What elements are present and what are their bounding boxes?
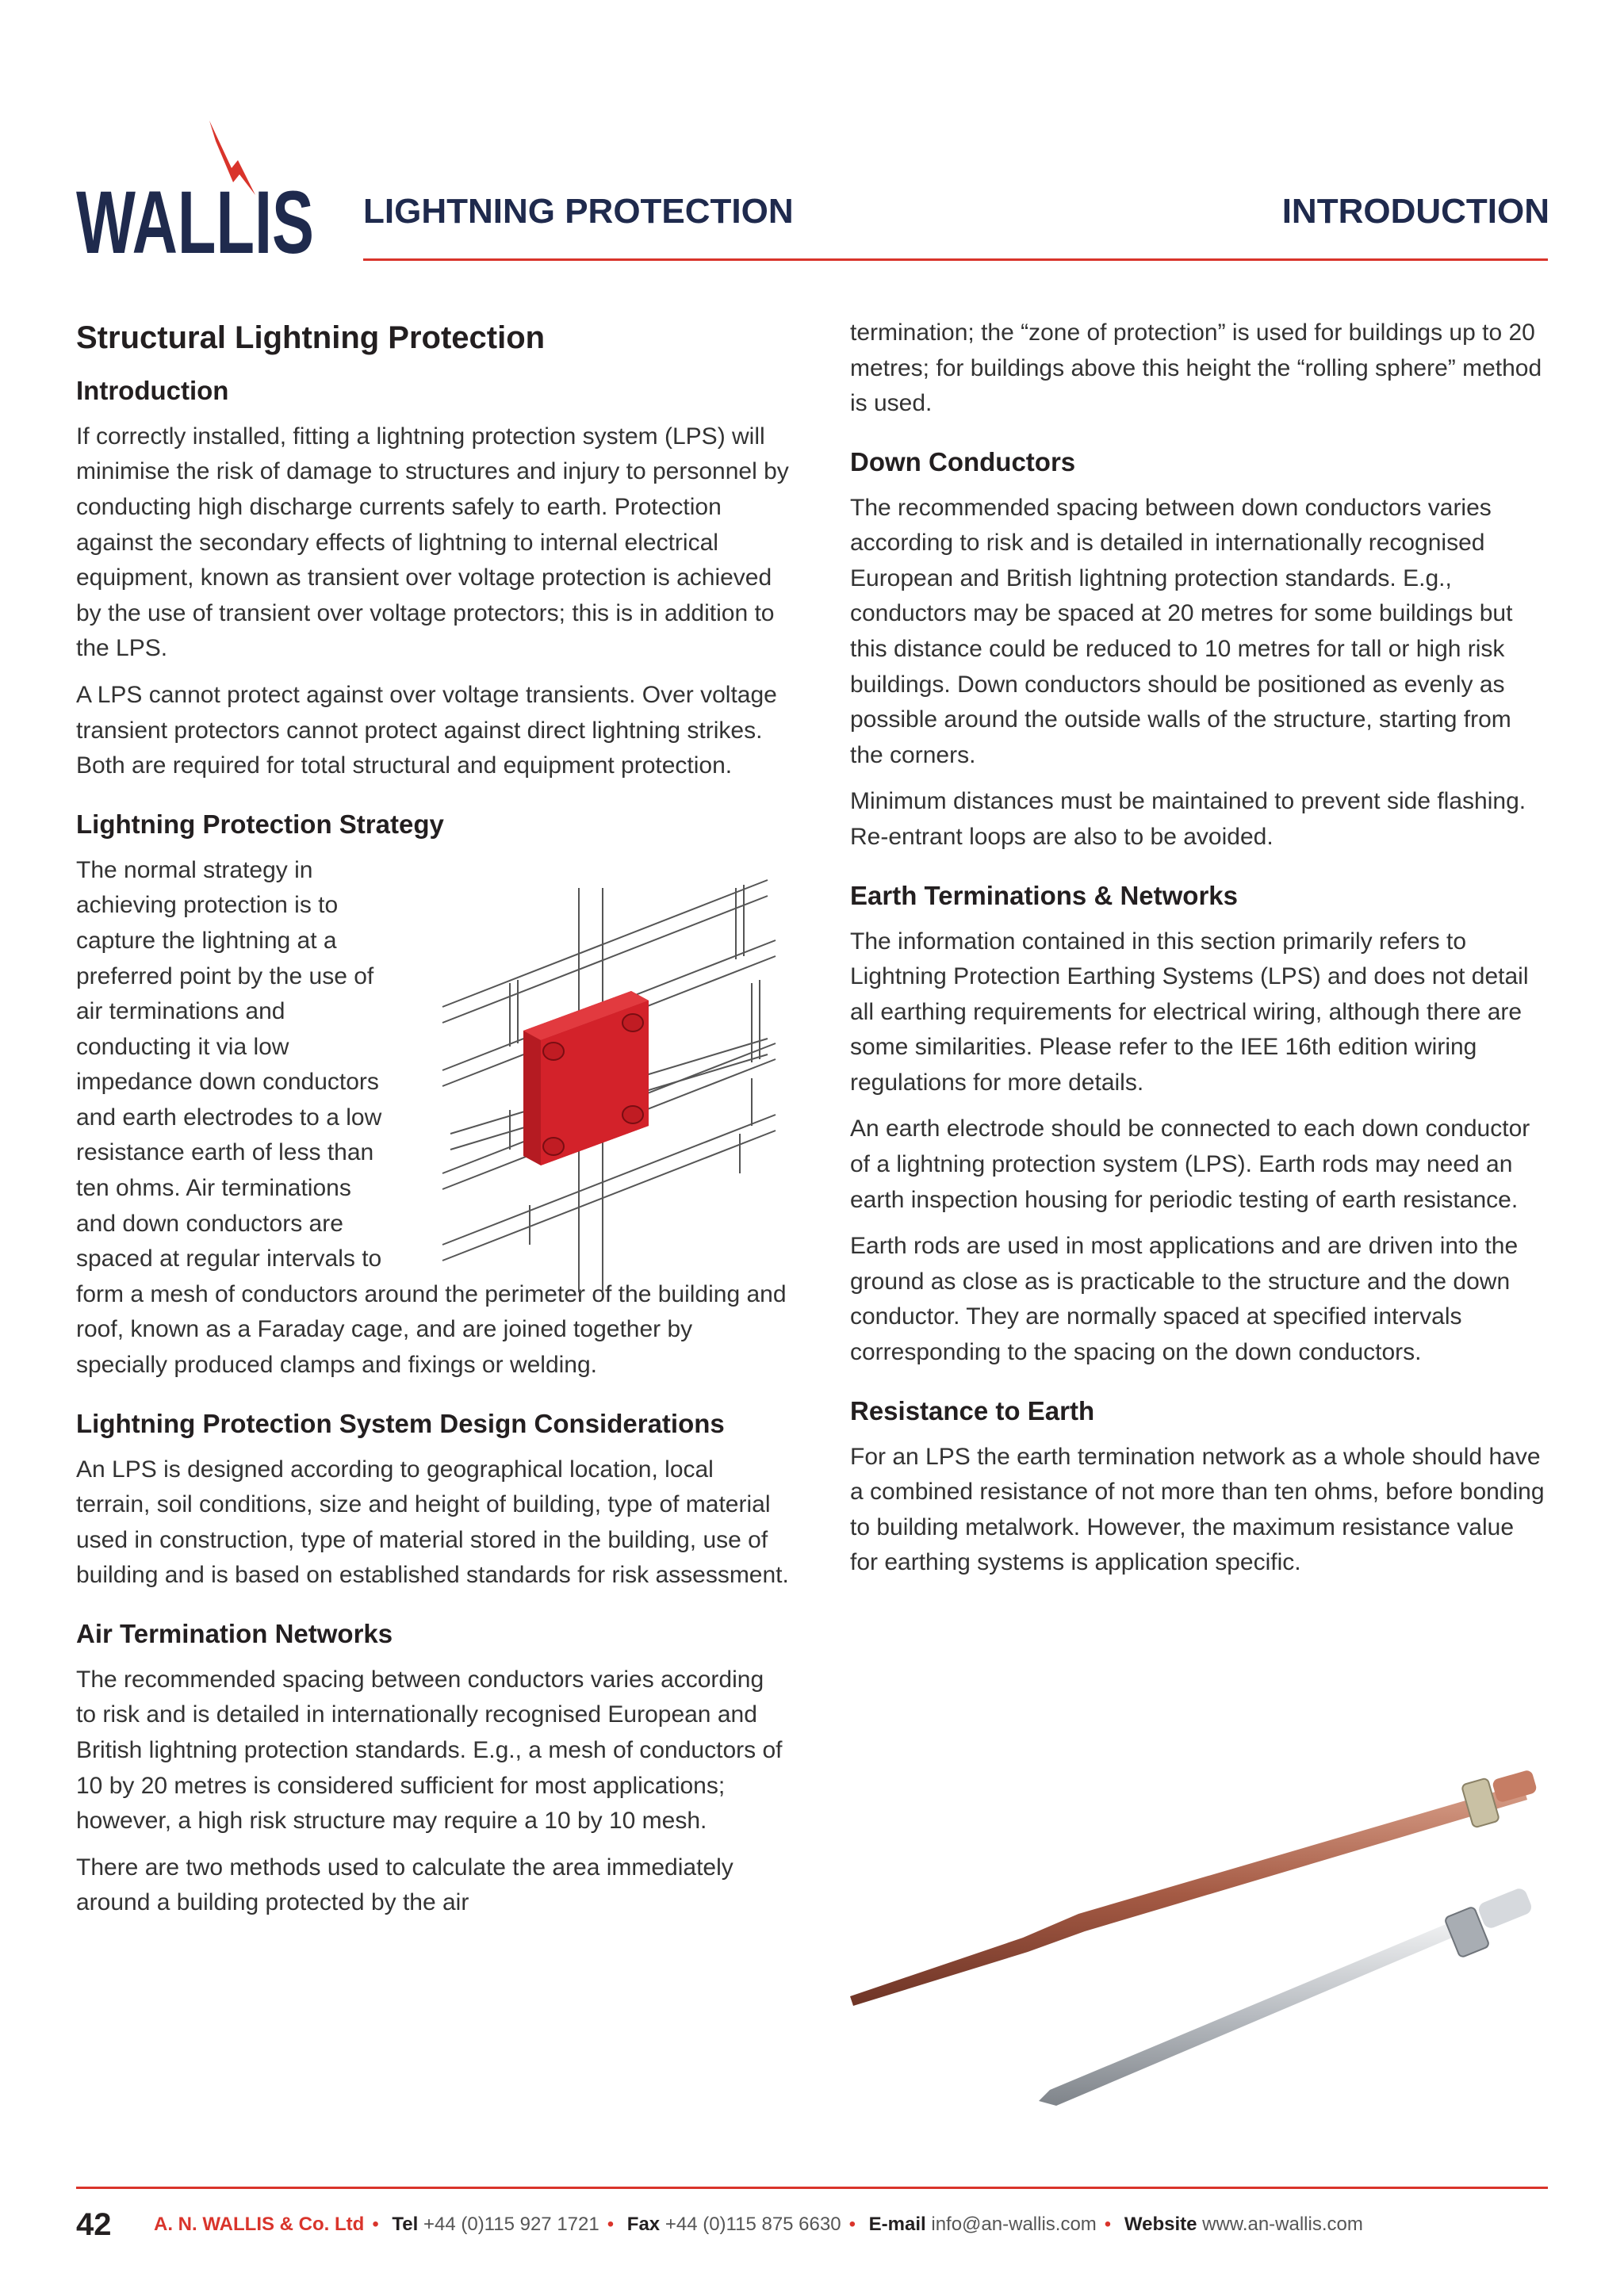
resistance-heading: Resistance to Earth — [850, 1395, 1095, 1425]
clamp-shape — [523, 991, 649, 1165]
page-number: 42 — [76, 2207, 112, 2242]
fax-label: Fax — [626, 2214, 661, 2235]
air-termination-heading: Air Termination Networks — [76, 1618, 393, 1648]
tel-label: Tel — [392, 2214, 419, 2235]
strategy-heading: Lightning Protection Strategy — [76, 809, 444, 839]
down-conductors-heading: Down Conductors — [850, 446, 1076, 476]
earth-terminations-paragraph-1: The information contained in this section primarily refers to Lightning Protection Earthing Systems (LPS) and does not detail all earthing requirements for electrical wiring, although there are some similarities. Please refer to the IEE 16th edition wiring regulations for more details. — [850, 928, 1529, 1096]
website-label: Website — [1124, 2214, 1197, 2235]
page-heading: INTRODUCTION — [1281, 192, 1549, 231]
introduction-paragraph-2: A LPS cannot protect against over voltage transients. Over voltage transient protectors cannot protect against direct lightning strikes. Both are required for total structural and equipment protection. — [76, 682, 777, 779]
earth-terminations-paragraph-3: Earth rods are used in most applications and are driven into the ground as close as is practicable to the structure and the down conductor. They are normally spaced at specified intervals corresponding to the spacing on the down conductors. — [850, 1233, 1519, 1366]
strategy-paragraph-wrapped: The normal strategy in achieving protection is to capture the lightning at a preferred point by the use of air terminations and conducting it via low impedance down conductors and earth electrodes to a low resistance earth of less than ten ohms. Air terminations and down conductors are spaced at regular intervals to — [76, 856, 382, 1272]
earth-terminations-heading: Earth Terminations & Networks — [850, 880, 1238, 910]
email-label: E-mail — [868, 2214, 926, 2235]
footer-contact-line: A. N. WALLIS & Co. Ltd • Tel +44 (0)115 927 1721 • Fax +44 (0)115 875 6630 • E-mail info@an-wallis.com • Website www.an-wallis.com — [154, 2214, 1363, 2235]
header-divider — [363, 258, 1548, 261]
tel-number: +44 (0)115 927 1721 — [423, 2214, 599, 2235]
air-termination-paragraph-2-continued: termination; the “zone of protection” is used for buildings up to 20 metres; for buildings above this height the “rolling sphere” method is used. — [850, 320, 1542, 417]
design-paragraph: An LPS is designed according to geographical location, local terrain, soil conditions, size and height of building, type of material used in construction, type of material stored in the building, use of building and is based on established standards for risk assessment. — [76, 1456, 789, 1589]
email-link[interactable]: info@an-wallis.com — [931, 2214, 1097, 2235]
company-name: A. N. WALLIS & Co. Ltd — [154, 2214, 365, 2235]
main-title: Structural Lightning Protection — [76, 320, 546, 355]
footer-divider — [76, 2187, 1548, 2189]
fax-number: +44 (0)115 875 6630 — [665, 2214, 841, 2235]
earth-rods-photo — [841, 1744, 1570, 2109]
svg-text:WALLIS: WALLIS — [76, 173, 314, 273]
website-link[interactable]: www.an-wallis.com — [1202, 2214, 1363, 2235]
down-conductors-paragraph-2: Minimum distances must be maintained to prevent side flashing. Re-entrant loops are also to be avoided. — [850, 788, 1526, 851]
introduction-heading: Introduction — [76, 376, 229, 405]
introduction-paragraph-1: If correctly installed, fitting a lightning protection system (LPS) will minimise the risk of damage to structures and injury to personnel by conducting high discharge currents safely to earth. Protection against the secondary effects of lightning to internal electrical equipment, known as transient over voltage protection is achieved by the use of transient over voltage protectors; this is in addition to the LPS. — [76, 423, 789, 662]
strategy-paragraph-continued: form a mesh of conductors around the perimeter of the building and roof, known as a Faraday cage, and are joined together by specially produced clamps and fixings or welding. — [76, 1280, 787, 1379]
design-heading: Lightning Protection System Design Considerations — [76, 1408, 725, 1438]
wallis-logo — [76, 119, 322, 273]
resistance-paragraph: For an LPS the earth termination network as a whole should have a combined resistance of not more than ten ohms, before bonding to building metalwork. However, the maximum resistance value for earthing systems is application specific. — [850, 1443, 1545, 1576]
earth-terminations-paragraph-2: An earth electrode should be connected to each down conductor of a lightning protection system (LPS). Earth rods may need an earth inspection housing for periodic testing of earth resistance. — [850, 1115, 1530, 1213]
air-termination-paragraph-1: The recommended spacing between conductors varies according to risk and is detailed in internationally recognised European and British lightning protection standards. E.g., a mesh of conductors of 10 by 20 metres is considered sufficient for most applications; however, a high risk structure may require a 10 by 10 mesh. — [76, 1666, 783, 1835]
down-conductors-paragraph-1: The recommended spacing between down conductors varies according to risk and is detailed in internationally recognised European and British lightning protection standards. E.g., conductors may be spaced at 20 metres for some buildings but this distance could be reduced to 10 metres for tall or high risk buildings. Down conductors should be positioned as evenly as possible around the outside walls of the structure, starting from the corners. — [850, 494, 1513, 768]
section-title: LIGHTNING PROTECTION — [363, 192, 794, 231]
right-column — [850, 316, 1548, 1592]
mesh-clamp-illustration — [435, 872, 783, 1300]
air-termination-paragraph-2: There are two methods used to calculate the area immediately around a building protected by the air — [76, 1854, 733, 1916]
